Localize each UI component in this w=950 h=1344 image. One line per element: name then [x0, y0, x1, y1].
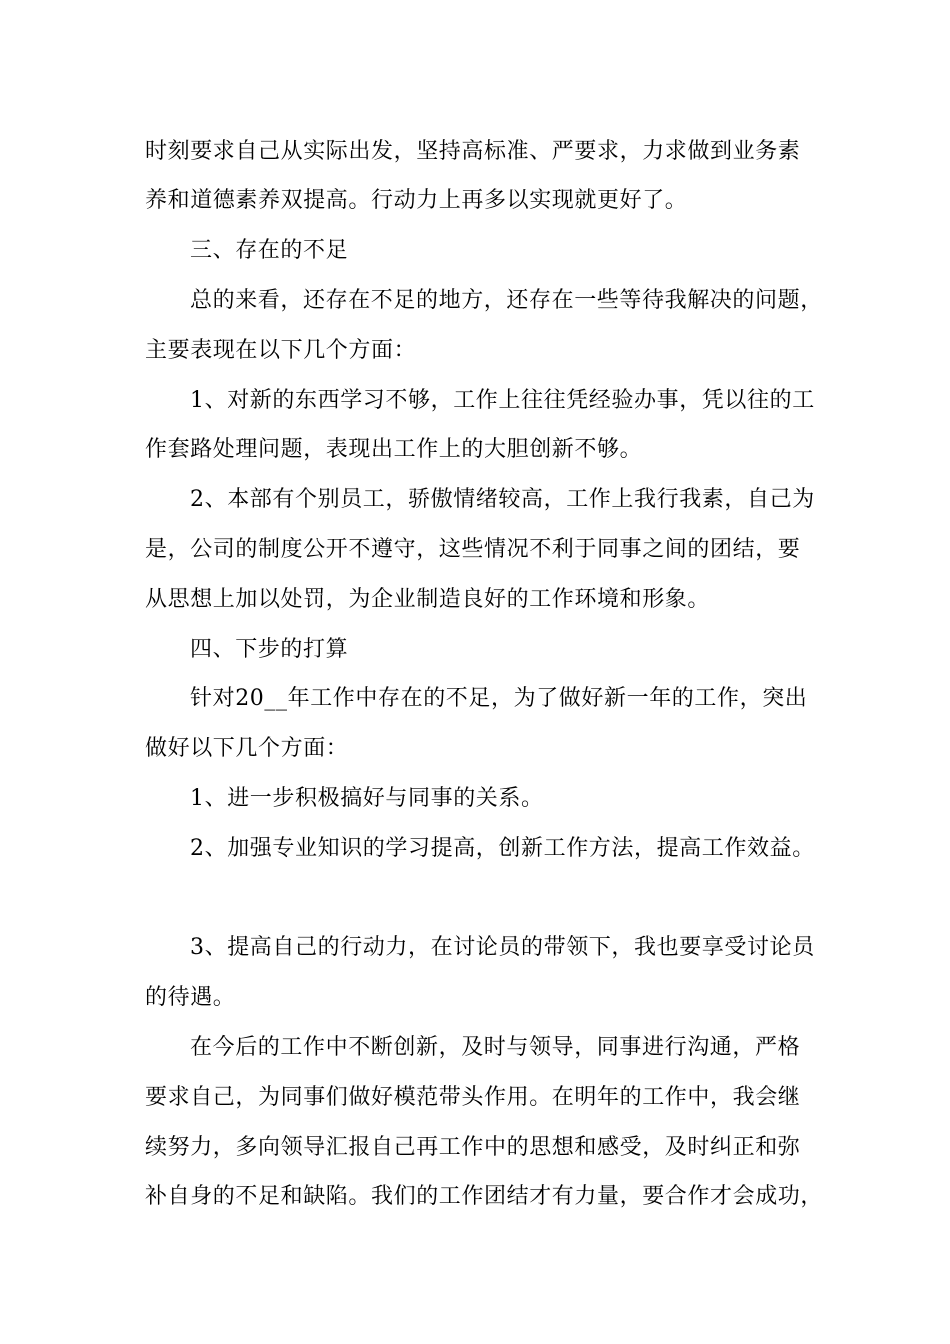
text-line-4: 总的来看，还存在不足的地方，还存在一些等待我解决的问题，	[190, 288, 823, 313]
text-line-15: 2、加强专业知识的学习提高，创新工作方法，提高工作效益。	[190, 836, 815, 861]
text-line-9: 是，公司的制度公开不遵守，这些情况不利于同事之间的团结，要	[145, 537, 801, 562]
text-line-6: 1、对新的东西学习不够，工作上往往凭经验办事，凭以往的工	[190, 388, 815, 413]
text-line-17: 的待遇。	[145, 985, 236, 1010]
text-line-21: 补自身的不足和缺陷。我们的工作团结才有力量，要合作才会成功，	[145, 1184, 824, 1209]
section-heading-3: 三、存在的不足	[190, 238, 349, 263]
text-line-12: 针对20__年工作中存在的不足，为了做好新一年的工作，突出	[190, 686, 808, 711]
text-line-2: 养和道德素养双提高。行动力上再多以实现就更好了。	[145, 188, 688, 213]
text-line-19: 要求自己，为同事们做好模范带头作用。在明年的工作中，我会继	[145, 1085, 801, 1110]
text-line-14: 1、进一步积极搞好与同事的关系。	[190, 786, 544, 811]
text-line-10: 从思想上加以处罚，为企业制造良好的工作环境和形象。	[145, 587, 711, 612]
text-line-7: 作套路处理问题，表现出工作上的大胆创新不够。	[145, 437, 643, 462]
text-line-13: 做好以下几个方面：	[145, 736, 349, 761]
text-line-8: 2、本部有个别员工，骄傲情绪较高，工作上我行我素，自己为	[190, 487, 815, 512]
section-heading-4: 四、下步的打算	[190, 637, 349, 662]
text-line-16: 3、提高自己的行动力，在讨论员的带领下，我也要享受讨论员	[190, 935, 815, 960]
text-line-20: 续努力，多向领导汇报自己再工作中的思想和感受，及时纠正和弥	[145, 1135, 801, 1160]
text-line-1: 时刻要求自己从实际出发，坚持高标准、严要求，力求做到业务素	[145, 139, 801, 164]
text-line-5: 主要表现在以下几个方面：	[145, 338, 417, 363]
text-line-18: 在今后的工作中不断创新，及时与领导，同事进行沟通，严格	[190, 1035, 801, 1060]
